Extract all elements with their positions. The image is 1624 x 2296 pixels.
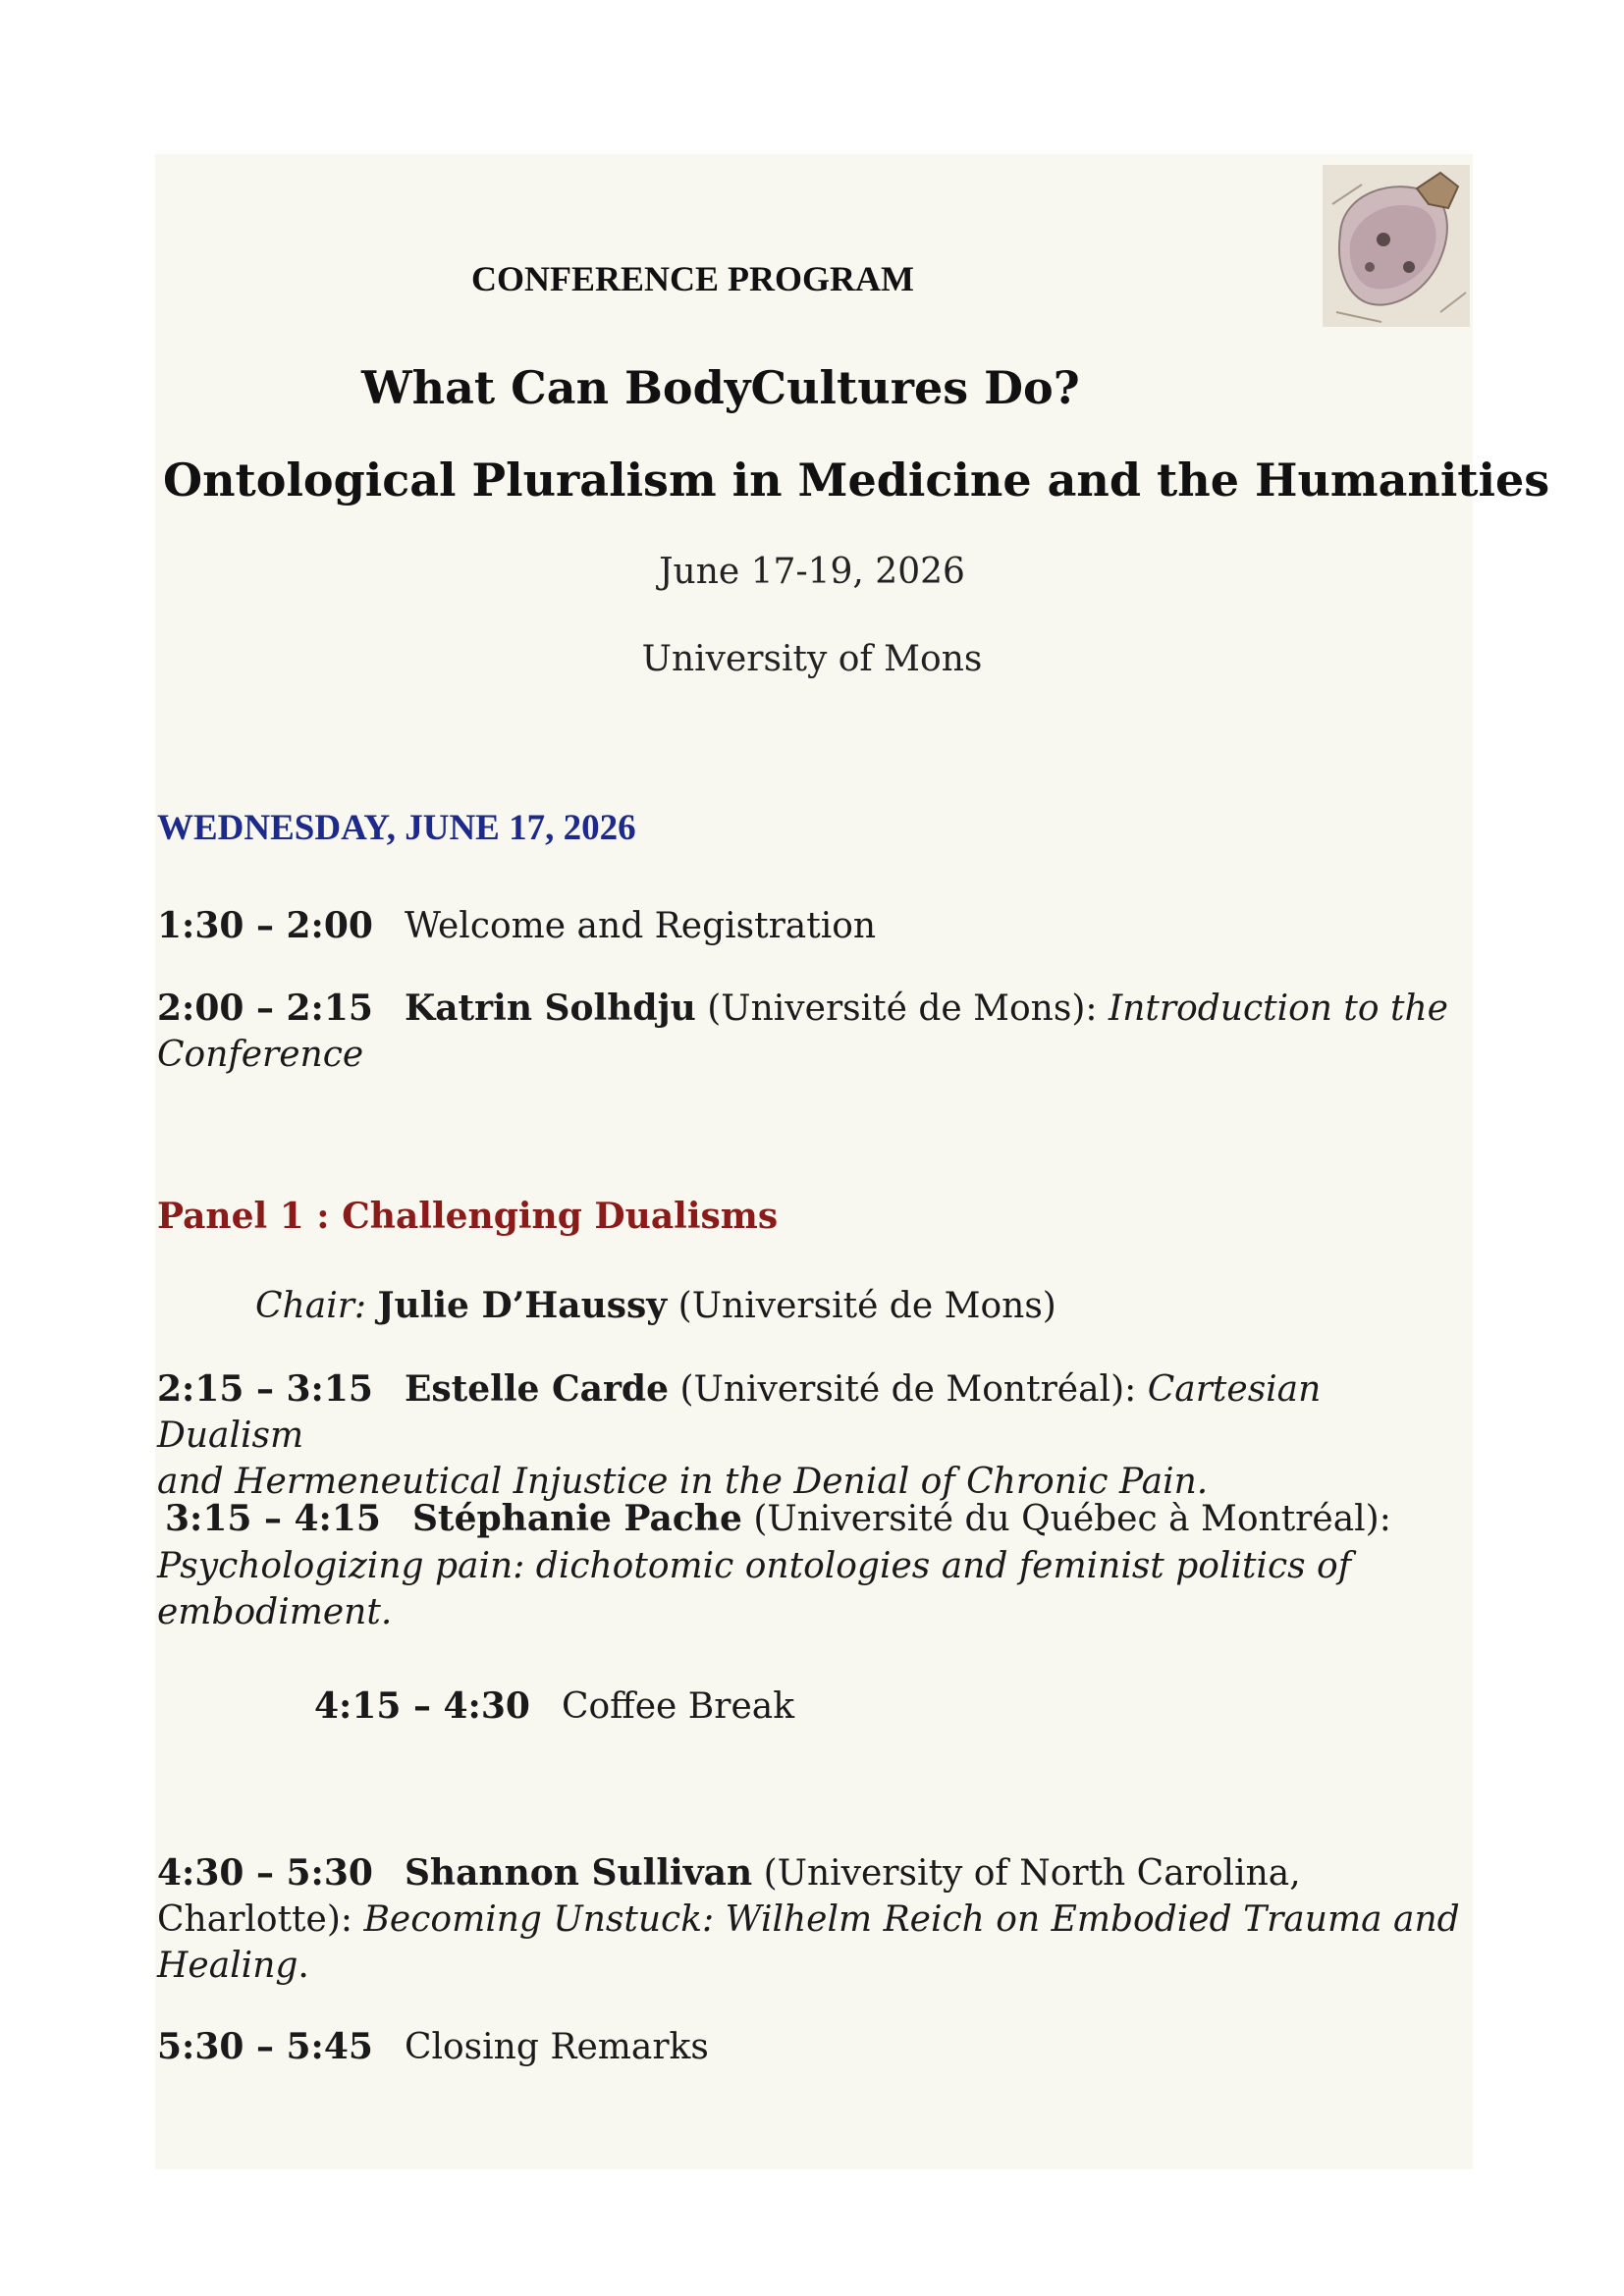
- schedule-item-talk1: [157, 1366, 1473, 1505]
- speaker-affiliation: (University of North Carolina,: [763, 1853, 1301, 1894]
- anatomical-drawing-icon: [1323, 165, 1470, 327]
- talk-title: Psychologizing pain: dichotomic ontologies and feminist politics of: [157, 1546, 1352, 1586]
- time-slot: 3:15 – 4:15: [165, 1498, 381, 1539]
- schedule-item-talk2-title: [157, 1543, 1473, 1635]
- item-text: Closing Remarks: [404, 2027, 709, 2067]
- chair-affiliation: (Université de Mons): [677, 1286, 1056, 1326]
- item-text: Welcome and Registration: [404, 906, 877, 946]
- talk-title: Introduction to the: [1108, 988, 1448, 1029]
- speaker-name: Estelle Carde: [404, 1368, 669, 1410]
- program-label: CONFERENCE PROGRAM: [471, 259, 914, 298]
- schedule-item-welcome: [157, 903, 1473, 949]
- time-slot: 2:15 – 3:15: [157, 1368, 373, 1410]
- conference-venue: University of Mons: [641, 639, 983, 679]
- speaker-name: Shannon Sullivan: [404, 1852, 753, 1894]
- schedule-item-intro: [157, 986, 1473, 1078]
- time-slot: 4:15 – 4:30: [314, 1685, 530, 1727]
- speaker-affiliation: (Université du Québec à Montréal):: [753, 1499, 1391, 1539]
- time-slot: 2:00 – 2:15: [157, 988, 373, 1029]
- speaker-name: Katrin Solhdju: [404, 988, 696, 1029]
- talk-title-cont: Healing: [157, 1946, 298, 1986]
- chair-label: Chair:: [255, 1286, 367, 1326]
- talk-title-cont: embodiment.: [157, 1592, 393, 1632]
- panel-heading: Panel 1 : Challenging Dualisms: [157, 1196, 779, 1237]
- item-text: Coffee Break: [561, 1686, 795, 1727]
- talk-title-cont: Conference: [157, 1035, 364, 1075]
- conference-title: What Can BodyCultures Do?: [361, 361, 1080, 414]
- panel-chair: [255, 1283, 1434, 1329]
- speaker-affiliation: (Université de Montréal):: [679, 1369, 1137, 1410]
- speaker-name: Stéphanie Pache: [411, 1498, 742, 1539]
- chair-name: Julie D’Haussy: [377, 1285, 668, 1326]
- time-slot: 5:30 – 5:45: [157, 2026, 373, 2067]
- conference-dates: June 17-19, 2026: [659, 552, 965, 592]
- speaker-affiliation-cont: Charlotte):: [157, 1899, 353, 1940]
- talk-title: Becoming Unstuck: Wilhelm Reich on Embodied Trauma and: [363, 1899, 1460, 1940]
- schedule-item-break: [314, 1683, 1394, 1730]
- talk-title-cont: and Hermeneutical Injustice in the Denial of Chronic Pain.: [157, 1462, 1209, 1502]
- schedule-item-talk3: 4:30 – 5:30 Shannon Sullivan (University of North Carolina, Charlotte): Becoming Unstuck: Wilhelm Reich on Embodied Trauma and Healing.: [157, 1852, 1460, 1986]
- speaker-affiliation: (Université de Mons):: [707, 988, 1098, 1029]
- schedule-item-talk2: [165, 1496, 1481, 1542]
- talk-title: Cartesian Dualism: [157, 1369, 1322, 1456]
- time-slot: 4:30 – 5:30: [157, 1852, 373, 1894]
- conference-subtitle: Ontological Pluralism in Medicine and the Humanities: [163, 454, 1550, 507]
- time-slot: 1:30 – 2:00: [157, 905, 373, 946]
- day-heading: WEDNESDAY, JUNE 17, 2026: [157, 808, 636, 848]
- schedule-item-closing: [157, 2024, 1473, 2070]
